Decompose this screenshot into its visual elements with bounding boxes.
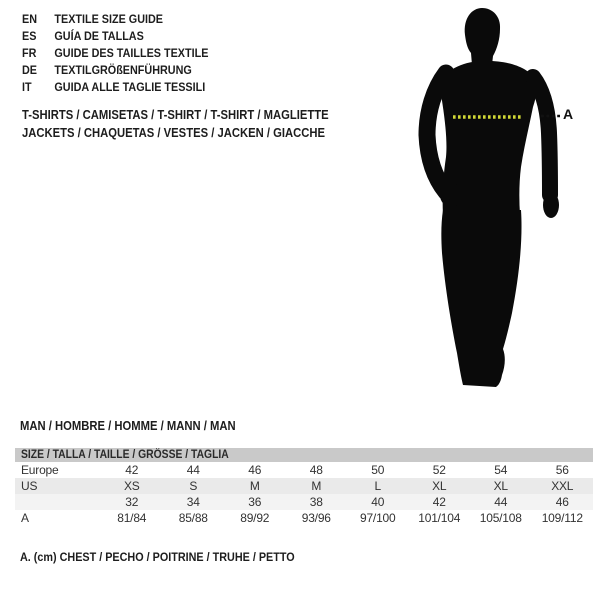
table-row-numeric: [15, 494, 593, 510]
cell: 56: [555, 463, 569, 477]
man-silhouette-figure: [415, 5, 565, 390]
cell: 85/88: [178, 511, 208, 525]
table-row-us: [15, 478, 593, 494]
lang-row-it: [22, 79, 208, 96]
lang-label: GUIDE DES TAILLES TEXTILE: [54, 46, 209, 60]
cell: 101/104: [418, 511, 461, 525]
cell: 46: [555, 495, 569, 509]
cell: M: [311, 479, 322, 493]
size-table: [15, 448, 593, 527]
cell: 48: [309, 463, 323, 477]
cell: 93/96: [301, 511, 331, 525]
lang-row-fr: [22, 45, 208, 62]
cell: XS: [123, 479, 140, 493]
category-line-jackets: JACKETS / CHAQUETAS / VESTES / JACKEN / GIACCHE: [22, 126, 325, 140]
footnote-chest-measure: A. (cm) CHEST / PECHO / POITRINE / TRUHE / PETTO: [20, 550, 295, 564]
cell: 109/112: [541, 511, 583, 525]
lang-label: GUIDA ALLE TAGLIE TESSILI: [54, 80, 206, 94]
silhouette-head: [465, 8, 500, 65]
table-row-chest-a: [15, 510, 593, 527]
cell: 40: [371, 495, 385, 509]
cell: XXL: [551, 479, 574, 493]
measure-label-a: A: [563, 106, 574, 122]
lang-label: TEXTILGRÖßENFÜHRUNG: [54, 63, 192, 77]
cell: 44: [494, 495, 508, 509]
category-line-tshirts: T-SHIRTS / CAMISETAS / T-SHIRT / T-SHIRT / MAGLIETTE: [22, 108, 329, 122]
garment-categories: [22, 106, 363, 142]
section-title-man: MAN / HOMBRE / HOMME / MANN / MAN: [20, 419, 236, 433]
cell: 34: [186, 495, 200, 509]
cell: 42: [432, 495, 446, 509]
cell: S: [189, 479, 198, 493]
language-legend: [22, 11, 229, 96]
silhouette-left-arm: [427, 73, 446, 192]
lang-label: GUÍA DE TALLAS: [54, 29, 144, 43]
lang-row-es: [22, 28, 208, 45]
silhouette-right-arm: [533, 77, 550, 195]
cell: 105/108: [479, 511, 522, 525]
size-table-header: [15, 448, 593, 462]
cell: 89/92: [240, 511, 270, 525]
lang-label: TEXTILE SIZE GUIDE: [54, 12, 164, 26]
cell: XL: [432, 479, 447, 493]
row-label: US: [21, 479, 38, 493]
man-silhouette-icon: [415, 5, 565, 390]
row-label: Europe: [21, 463, 59, 477]
silhouette-legs: [441, 210, 521, 387]
cell: 97/100: [359, 511, 396, 525]
lang-code: DE: [22, 63, 38, 77]
row-label: A: [21, 511, 29, 525]
lang-code: FR: [22, 46, 37, 60]
table-row-europe: [15, 462, 593, 478]
lang-code: EN: [22, 12, 38, 26]
cell: 46: [248, 463, 262, 477]
cell: 32: [125, 495, 139, 509]
cell: L: [374, 479, 381, 493]
lang-row-de: [22, 62, 208, 79]
cell: M: [249, 479, 260, 493]
cell: 42: [125, 463, 139, 477]
lang-code: IT: [22, 80, 32, 94]
lang-code: ES: [22, 29, 37, 43]
cell: 54: [494, 463, 508, 477]
cell: 38: [309, 495, 323, 509]
size-table-header-label: SIZE / TALLA / TAILLE / GRÖSSE / TAGLIA: [21, 449, 229, 461]
cell: 36: [248, 495, 262, 509]
lang-row-en: [22, 11, 208, 28]
cell: 50: [371, 463, 385, 477]
cell: 81/84: [117, 511, 147, 525]
cell: XL: [493, 479, 508, 493]
cell: 52: [432, 463, 446, 477]
cell: 44: [186, 463, 200, 477]
